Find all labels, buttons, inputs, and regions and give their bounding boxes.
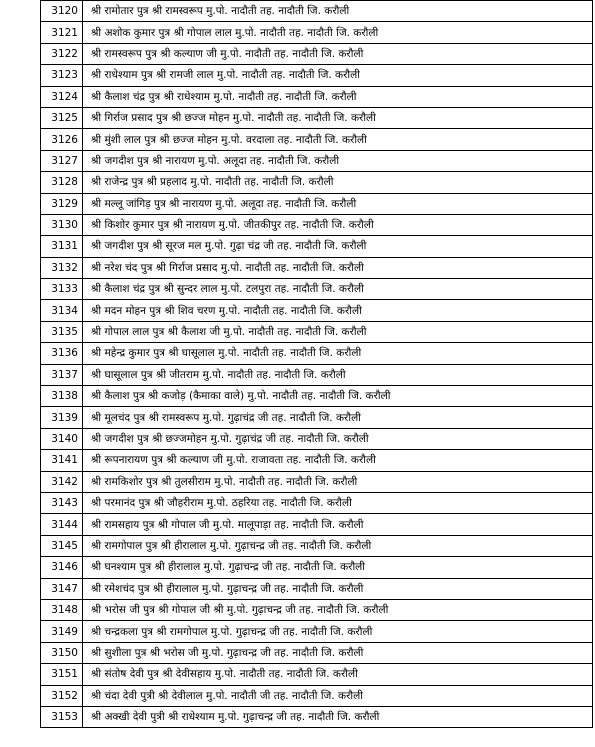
serial-number-cell: 3151 xyxy=(41,664,83,685)
serial-number-cell: 3131 xyxy=(41,236,83,257)
entry-text-cell: श्री कैलाश चंद्र पुत्र श्री सुन्दर लाल मु.पो. टलपुरा तह. नादौती जि. करौली xyxy=(83,279,593,300)
table-row xyxy=(41,386,593,407)
entry-text-cell: श्री रामोतार पुत्र श्री रामस्वरूप मु.पो. नादौती तह. नादौती जि. करौली xyxy=(83,1,593,22)
entry-text-cell: श्री गोपाल लाल पुत्र श्री कैलाश जी मु.पो. नादौती तह. नादौती जि. करौली xyxy=(83,321,593,342)
table-row xyxy=(41,642,593,663)
entry-text-cell: श्री रमेशचंद पुत्र श्री हीरालाल मु.पो. गुढ़ाचन्द्र जी तह. नादौती जि. करौली xyxy=(83,578,593,599)
serial-number-cell: 3139 xyxy=(41,407,83,428)
serial-number-cell: 3145 xyxy=(41,535,83,556)
table-row xyxy=(41,129,593,150)
table-row xyxy=(41,685,593,706)
table-row xyxy=(41,86,593,107)
table-row xyxy=(41,214,593,235)
table-row xyxy=(41,236,593,257)
serial-number-cell: 3134 xyxy=(41,300,83,321)
serial-number-cell: 3141 xyxy=(41,450,83,471)
serial-number-cell: 3136 xyxy=(41,343,83,364)
entry-text-cell: श्री रामस्वरूप पुत्र श्री कल्याण जी मु.पो. नादौती तह. नादौती जि. करौली xyxy=(83,43,593,64)
table-row xyxy=(41,150,593,171)
table-row xyxy=(41,1,593,22)
serial-number-cell: 3130 xyxy=(41,214,83,235)
table-row xyxy=(41,343,593,364)
serial-number-cell: 3147 xyxy=(41,578,83,599)
serial-number-cell: 3144 xyxy=(41,514,83,535)
entry-text-cell: श्री रूपनारायण पुत्र श्री कल्याण जी मु.पो. राजावता तह. नादौती जि. करौली xyxy=(83,450,593,471)
serial-number-cell: 3127 xyxy=(41,150,83,171)
table-row xyxy=(41,321,593,342)
entry-text-cell: श्री चन्द्रकला पुत्र श्री रामगोपाल मु.पो. गुढ़ाचन्द्र जी तह. नादौती जि. करौली xyxy=(83,621,593,642)
entry-text-cell: श्री घासूलाल पुत्र श्री जीतराम मु.पो. नादौती तह. नादौती जि. करौली xyxy=(83,364,593,385)
entry-text-cell: श्री जगदीश पुत्र श्री छज्जमोहन मु.पो. गुढ़ाचंद्र जी तह. नादौती जि. करौली xyxy=(83,428,593,449)
serial-number-cell: 3149 xyxy=(41,621,83,642)
table-row xyxy=(41,578,593,599)
entry-text-cell: श्री नरेश चंद पुत्र श्री गिर्राज प्रसाद मु.पो. नादौती तह. नादौती जि. करौली xyxy=(83,257,593,278)
entry-text-cell: श्री परमानंद पुत्र श्री जौहरीराम मु.पो. ठहरिया तह. नादौती जि. करौली xyxy=(83,492,593,513)
serial-number-cell: 3125 xyxy=(41,107,83,128)
table-row xyxy=(41,428,593,449)
entry-text-cell: श्री भरोस जी पुत्र श्री गोपाल जी श्री मु.पो. गुढ़ाचन्द्र जी तह. नादौती जि. करौली xyxy=(83,599,593,620)
table-row xyxy=(41,514,593,535)
register-table-body xyxy=(41,1,593,728)
entry-text-cell: श्री सुशीला पुत्र श्री भरोस जी मु.पो. गुढ़ाचन्द्र जी तह. नादौती जि. करौली xyxy=(83,642,593,663)
serial-number-cell: 3120 xyxy=(41,1,83,22)
serial-number-cell: 3126 xyxy=(41,129,83,150)
serial-number-cell: 3146 xyxy=(41,557,83,578)
table-row xyxy=(41,65,593,86)
table-row xyxy=(41,492,593,513)
table-row xyxy=(41,450,593,471)
entry-text-cell: श्री मुंशी लाल पुत्र श्री छज्ज मोहन मु.पो. वरदाला तह. नादौती जि. करौली xyxy=(83,129,593,150)
entry-text-cell: श्री जगदीश पुत्र श्री नारायण मु.पो. अलूदा तह. नादौती जि. करौली xyxy=(83,150,593,171)
table-row xyxy=(41,535,593,556)
serial-number-cell: 3122 xyxy=(41,43,83,64)
entry-text-cell: श्री जगदीश पुत्र श्री सूरज मल मु.पो. गुढ़ा चंद्र जी तह. नादौती जि. करौली xyxy=(83,236,593,257)
table-row xyxy=(41,706,593,727)
entry-text-cell: श्री राजेन्द्र पुत्र श्री प्रहलाद मु.पो. नादौती तह. नादौती जि. करौली xyxy=(83,172,593,193)
serial-number-cell: 3124 xyxy=(41,86,83,107)
serial-number-cell: 3153 xyxy=(41,706,83,727)
serial-number-cell: 3128 xyxy=(41,172,83,193)
table-row xyxy=(41,43,593,64)
entry-text-cell: श्री राधेश्याम पुत्र श्री रामजी लाल मु.पो. नादौती तह. नादौती जि. करौली xyxy=(83,65,593,86)
table-row xyxy=(41,279,593,300)
serial-number-cell: 3142 xyxy=(41,471,83,492)
serial-number-cell: 3150 xyxy=(41,642,83,663)
entry-text-cell: श्री गिर्राज प्रसाद पुत्र श्री छज्ज मोहन मु.पो. नादौती तह. नादौती जि. करौली xyxy=(83,107,593,128)
entry-text-cell: श्री महेन्द्र कुमार पुत्र श्री घासूलाल मु.पो. नादौती तह. नादौती जि. करौली xyxy=(83,343,593,364)
entry-text-cell: श्री कैलाश चंद्र पुत्र श्री राधेश्याम मु.पो. नादौती तह. नादौती जि. करौली xyxy=(83,86,593,107)
table-row xyxy=(41,193,593,214)
serial-number-cell: 3132 xyxy=(41,257,83,278)
serial-number-cell: 3137 xyxy=(41,364,83,385)
entry-text-cell: श्री अशोक कुमार पुत्र श्री गोपाल लाल मु.पो. नादौती तह. नादौती जि. करौली xyxy=(83,22,593,43)
entry-text-cell: श्री कैलाश पुत्र श्री कजोड़ (कैमाका वाले) मु.पो. नादौती तह. नादौती जि. करौली xyxy=(83,386,593,407)
table-row xyxy=(41,257,593,278)
table-row xyxy=(41,107,593,128)
table-row xyxy=(41,300,593,321)
table-row xyxy=(41,364,593,385)
serial-number-cell: 3138 xyxy=(41,386,83,407)
register-sheet xyxy=(40,0,592,728)
entry-text-cell: श्री किशोर कुमार पुत्र श्री नारायण मु.पो. जीतकीपुर तह. नादौती जि. करौली xyxy=(83,214,593,235)
serial-number-cell: 3123 xyxy=(41,65,83,86)
serial-number-cell: 3121 xyxy=(41,22,83,43)
table-row xyxy=(41,621,593,642)
table-row xyxy=(41,664,593,685)
table-row xyxy=(41,22,593,43)
entry-text-cell: श्री घनश्याम पुत्र श्री हीरालाल मु.पो. गुढ़ाचन्द्र जी तह. नादौती जि. करौली xyxy=(83,557,593,578)
serial-number-cell: 3135 xyxy=(41,321,83,342)
serial-number-cell: 3140 xyxy=(41,428,83,449)
entry-text-cell: श्री मल्लू जांगिड़ पुत्र श्री नारायण मु.पो. अलूदा तह. नादौती जि. करौली xyxy=(83,193,593,214)
serial-number-cell: 3129 xyxy=(41,193,83,214)
entry-text-cell: श्री रामगोपाल पुत्र श्री हीरालाल मु.पो. गुढ़ाचन्द्र जी तह. नादौती जि. करौली xyxy=(83,535,593,556)
serial-number-cell: 3143 xyxy=(41,492,83,513)
table-row xyxy=(41,172,593,193)
entry-text-cell: श्री चंदा देवी पुत्री श्री देवीलाल मु.पो. नादौती जी तह. नादौती जि. करौली xyxy=(83,685,593,706)
serial-number-cell: 3152 xyxy=(41,685,83,706)
serial-number-cell: 3133 xyxy=(41,279,83,300)
entry-text-cell: श्री मदन मोहन पुत्र श्री शिव चरण मु.पो. नादौती तह. नादौती जि. करौली xyxy=(83,300,593,321)
entry-text-cell: श्री अक्खी देवी पुत्री श्री राधेश्याम मु.पो. गुढ़ाचन्द्र जी तह. नादौती जि. करौली xyxy=(83,706,593,727)
entry-text-cell: श्री मूलचंद पुत्र श्री रामस्वरूप मु.पो. गुढ़ाचंद्र जी तह. नादौती जि. करौली xyxy=(83,407,593,428)
serial-number-cell: 3148 xyxy=(41,599,83,620)
table-row xyxy=(41,471,593,492)
entry-text-cell: श्री रामसहाय पुत्र श्री गोपाल जी मु.पो. मालूपाड़ा तह. नादौती जि. करौली xyxy=(83,514,593,535)
table-row xyxy=(41,599,593,620)
entry-text-cell: श्री रामकिशोर पुत्र श्री तुलसीराम मु.पो. नादौती तह. नादौती जि. करौली xyxy=(83,471,593,492)
register-table xyxy=(40,0,593,728)
table-row xyxy=(41,407,593,428)
entry-text-cell: श्री संतोष देवी पुत्र श्री देवीसहाय मु.पो. नादौती तह. नादौती जि. करौली xyxy=(83,664,593,685)
table-row xyxy=(41,557,593,578)
